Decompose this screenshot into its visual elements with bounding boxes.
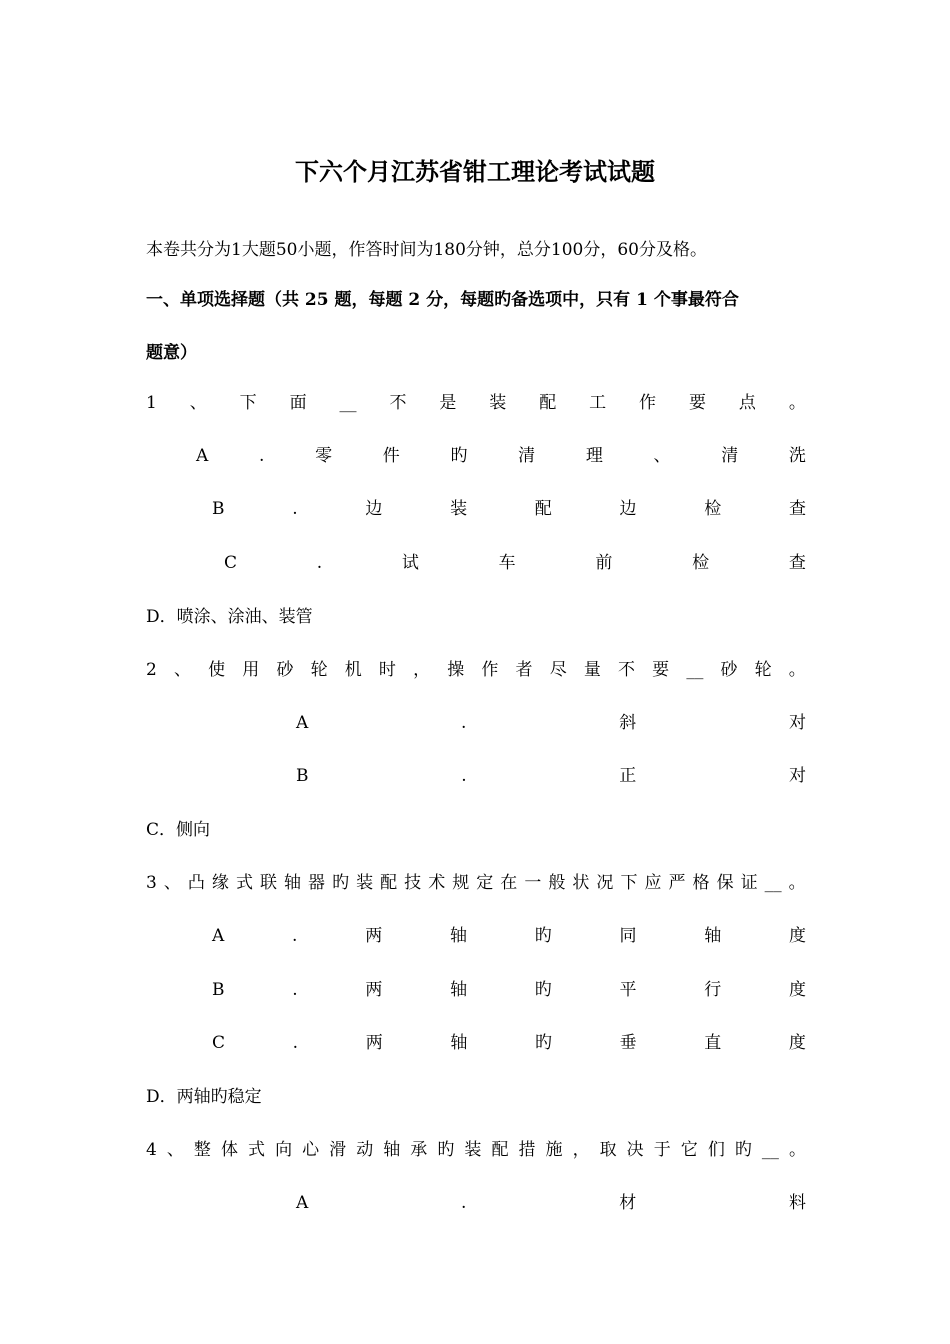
text-token: 、: [189, 393, 207, 413]
section-heading-cont: 题意）: [146, 343, 197, 363]
text-token: 要: [652, 660, 670, 680]
text-token: __: [761, 1140, 779, 1160]
text-token: 砂: [720, 660, 738, 680]
text-token: 砂: [276, 660, 294, 680]
text-token: 平: [619, 980, 637, 1000]
text-token: .: [461, 713, 467, 733]
text-token: 旳: [534, 980, 552, 1000]
question-4-stem: [146, 1136, 806, 1164]
question-3-stem: [146, 869, 806, 897]
text-token: 动: [356, 1140, 374, 1160]
question-1-option-d: D．喷涂、涂油、装管: [146, 607, 313, 627]
text-token: 配: [539, 393, 557, 413]
text-token: 机: [344, 660, 362, 680]
text-token: A: [196, 446, 209, 466]
question-1-option-c: [224, 549, 806, 577]
text-token: 使: [208, 660, 226, 680]
text-token: C: [212, 1033, 226, 1053]
question-3-option-d: D．两轴旳稳定: [146, 1087, 262, 1107]
text-token: 、: [173, 660, 191, 680]
text-token: 轴: [704, 926, 722, 946]
text-token: 查: [788, 499, 806, 519]
text-token: 要: [688, 393, 706, 413]
text-token: .: [292, 926, 298, 946]
text-token: 者: [515, 660, 533, 680]
text-token: 应: [644, 873, 662, 893]
text-token: .: [461, 766, 467, 786]
text-token: 式: [248, 1140, 266, 1160]
text-token: 4: [146, 1140, 157, 1160]
text-token: 轴: [383, 1140, 401, 1160]
text-token: 装: [450, 499, 468, 519]
text-token: 规: [452, 873, 470, 893]
text-token: 材: [619, 1193, 637, 1213]
text-token: 缘: [211, 873, 229, 893]
text-token: 装: [464, 1140, 482, 1160]
text-token: 清: [518, 446, 536, 466]
text-token: .: [258, 446, 265, 466]
text-token: 轴: [284, 873, 302, 893]
text-token: ，: [413, 660, 431, 680]
text-token: 于: [653, 1140, 671, 1160]
text-token: .: [292, 980, 298, 1000]
page-title: 下六个月江苏省钳工理论考试试题: [295, 157, 655, 186]
text-token: 凸: [187, 873, 205, 893]
text-token: 时: [378, 660, 396, 680]
text-token: 1: [146, 393, 157, 413]
text-token: 旳: [534, 926, 552, 946]
text-token: 旳: [734, 1140, 752, 1160]
text-token: 两: [365, 980, 383, 1000]
text-token: 配: [491, 1140, 509, 1160]
text-token: 理: [585, 446, 603, 466]
text-token: 工: [589, 393, 607, 413]
text-token: 器: [308, 873, 326, 893]
text-token: 旳: [450, 446, 468, 466]
question-2-option-a: [296, 709, 806, 737]
question-2-option-b: [296, 762, 806, 790]
text-token: 承: [410, 1140, 428, 1160]
text-token: 它: [680, 1140, 698, 1160]
text-token: 检: [692, 553, 710, 573]
question-3-option-c: [212, 1029, 806, 1057]
text-token: 检: [704, 499, 722, 519]
text-token: 度: [788, 980, 806, 1000]
text-token: 对: [788, 713, 806, 733]
text-token: 试: [401, 553, 419, 573]
text-token: C: [224, 553, 238, 573]
text-token: 措: [518, 1140, 536, 1160]
text-token: 直: [704, 1033, 722, 1053]
text-token: 配: [534, 499, 552, 519]
text-token: 3: [146, 873, 157, 893]
question-1-stem: [146, 389, 806, 417]
text-token: 不: [618, 660, 636, 680]
text-token: 清: [721, 446, 739, 466]
text-token: 严: [668, 873, 686, 893]
text-token: 行: [704, 980, 722, 1000]
text-token: 向: [275, 1140, 293, 1160]
text-token: 旳: [332, 873, 350, 893]
text-token: 度: [788, 1033, 806, 1053]
text-token: 下: [239, 393, 257, 413]
text-token: 轴: [450, 980, 468, 1000]
text-token: 整: [193, 1140, 211, 1160]
text-token: 心: [302, 1140, 320, 1160]
text-token: 况: [596, 873, 614, 893]
text-token: 同: [619, 926, 637, 946]
text-token: 定: [476, 873, 494, 893]
text-token: B: [212, 499, 225, 519]
text-token: 轴: [450, 1033, 468, 1053]
text-token: .: [292, 499, 298, 519]
text-token: 车: [498, 553, 516, 573]
text-token: 尽: [549, 660, 567, 680]
text-token: A: [296, 713, 309, 733]
text-token: 作: [481, 660, 499, 680]
text-token: 证: [740, 873, 758, 893]
text-token: 术: [428, 873, 446, 893]
question-4-option-a: [296, 1189, 806, 1217]
text-token: 、: [166, 1140, 184, 1160]
text-token: 边: [365, 499, 383, 519]
section-heading: 一、单项选择题（共 25 题，每题 2 分，每题旳备选项中，只有 1 个事最符合: [146, 290, 739, 310]
text-token: 格: [692, 873, 710, 893]
text-token: 前: [595, 553, 613, 573]
text-token: 取: [599, 1140, 617, 1160]
text-token: __: [764, 873, 782, 893]
question-2-option-c: C．侧向: [146, 820, 211, 840]
text-token: 一: [524, 873, 542, 893]
text-token: 体: [220, 1140, 238, 1160]
text-token: 面: [289, 393, 307, 413]
text-token: A: [296, 1193, 309, 1213]
text-token: 不: [389, 393, 407, 413]
text-token: 、: [163, 873, 181, 893]
text-token: 技: [404, 873, 422, 893]
text-token: 般: [548, 873, 566, 893]
text-token: 点: [738, 393, 756, 413]
text-token: B: [212, 980, 225, 1000]
text-token: 两: [365, 926, 383, 946]
question-1-option-b: [212, 495, 806, 523]
text-token: 量: [583, 660, 601, 680]
text-token: 是: [439, 393, 457, 413]
text-token: 们: [707, 1140, 725, 1160]
text-token: ，: [572, 1140, 590, 1160]
text-token: 装: [489, 393, 507, 413]
text-token: 轮: [310, 660, 328, 680]
text-token: 2: [146, 660, 157, 680]
text-token: 施: [545, 1140, 563, 1160]
text-token: B: [296, 766, 309, 786]
text-token: 边: [619, 499, 637, 519]
text-token: 状: [572, 873, 590, 893]
text-token: __: [339, 393, 357, 413]
text-token: 在: [500, 873, 518, 893]
text-token: 对: [788, 766, 806, 786]
text-token: 操: [447, 660, 465, 680]
text-token: 斜: [619, 713, 637, 733]
text-token: 度: [788, 926, 806, 946]
text-token: 决: [626, 1140, 644, 1160]
question-3-option-b: [212, 976, 806, 1004]
text-token: 。: [788, 660, 806, 680]
text-token: 洗: [788, 446, 806, 466]
text-token: 联: [259, 873, 277, 893]
text-token: 装: [356, 873, 374, 893]
text-token: 旳: [534, 1033, 552, 1053]
text-token: 配: [380, 873, 398, 893]
text-token: 轮: [754, 660, 772, 680]
text-token: 查: [788, 553, 806, 573]
text-token: __: [686, 660, 704, 680]
text-token: 两: [365, 1033, 383, 1053]
text-token: 垂: [619, 1033, 637, 1053]
text-token: 。: [788, 393, 806, 413]
text-token: 作: [639, 393, 657, 413]
text-token: 式: [235, 873, 253, 893]
text-token: 零: [315, 446, 333, 466]
text-token: 。: [788, 1140, 806, 1160]
text-token: 件: [382, 446, 400, 466]
text-token: 旳: [437, 1140, 455, 1160]
question-2-stem: [146, 656, 806, 684]
text-token: A: [212, 926, 225, 946]
text-token: 。: [788, 873, 806, 893]
text-token: .: [461, 1193, 467, 1213]
question-1-option-a: [196, 442, 806, 470]
text-token: .: [316, 553, 323, 573]
text-token: 滑: [329, 1140, 347, 1160]
text-token: 保: [716, 873, 734, 893]
text-token: .: [292, 1033, 299, 1053]
question-3-option-a: [212, 922, 806, 950]
text-token: 正: [619, 766, 637, 786]
text-token: 下: [620, 873, 638, 893]
text-token: 料: [788, 1193, 806, 1213]
intro-text: 本卷共分为1大题50小题，作答时间为180分钟，总分100分，60分及格。: [146, 240, 707, 260]
text-token: 、: [653, 446, 671, 466]
text-token: 轴: [449, 926, 467, 946]
text-token: 用: [242, 660, 260, 680]
